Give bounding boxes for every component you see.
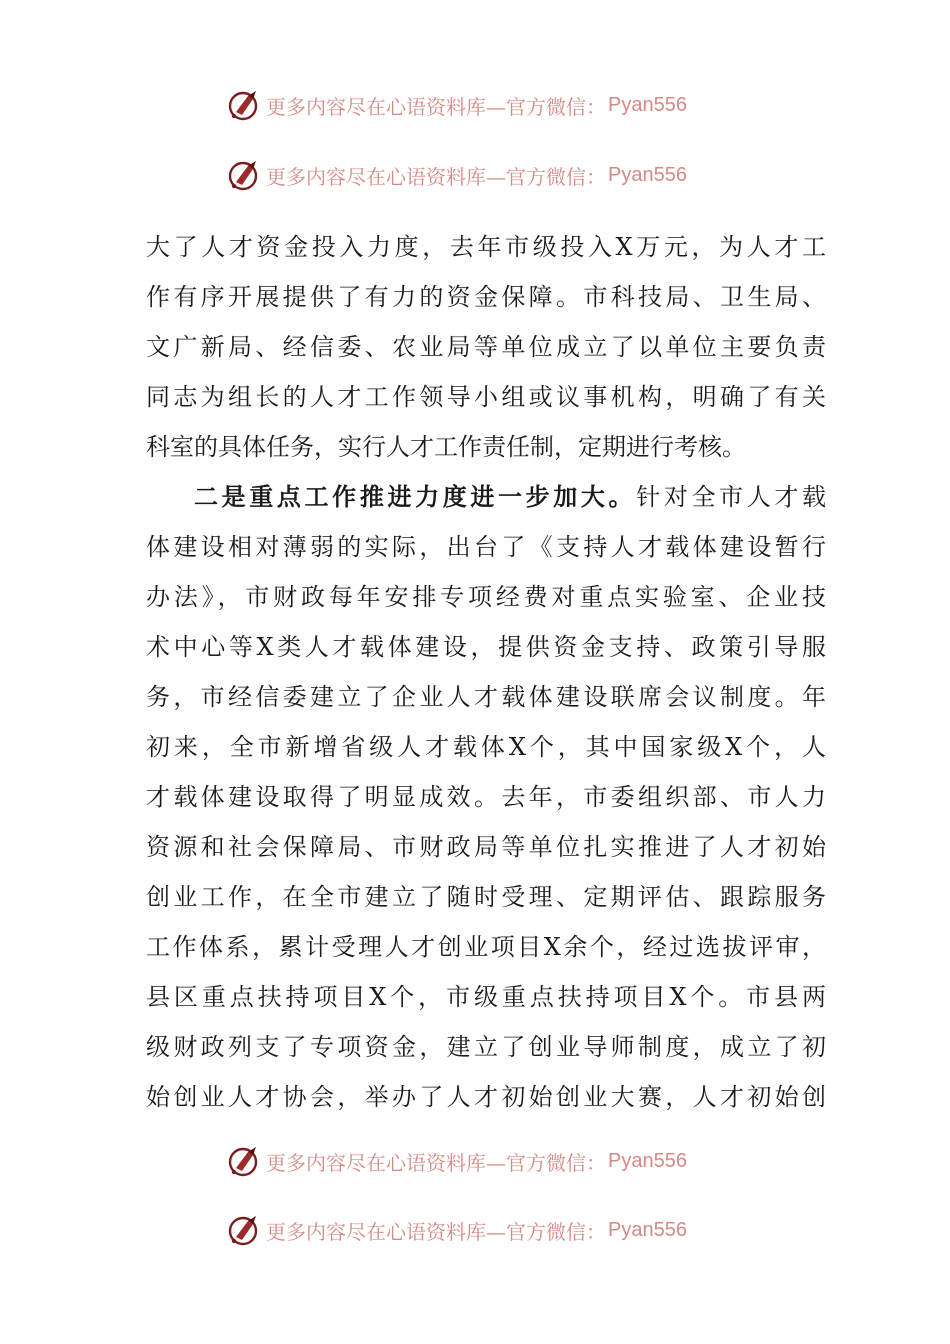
pen-nib-circle-icon	[226, 157, 262, 193]
paragraph-2-lead-heading: 二是重点工作推进力度进一步加大。	[194, 483, 637, 511]
paragraph-2-line: 才载体建设取得了明显成效。去年，市委组织部、市人力	[146, 783, 826, 811]
watermark-bottom-1	[226, 1141, 687, 1181]
pen-nib-circle-icon	[226, 1212, 262, 1248]
paragraph-2-line: 创业工作，在全市建立了随时受理、定期评估、跟踪服务	[146, 883, 826, 911]
paragraph-2-line: 初来，全市新增省级人才载体X个，其中国家级X个，人	[146, 733, 826, 761]
paragraph-2-line: 工作体系，累计受理人才创业项目X余个，经过选拔评审，	[146, 933, 826, 961]
paragraph-2-line: 县区重点扶持项目X个，市级重点扶持项目X个。市县两	[146, 983, 826, 1011]
watermark-top-2	[226, 155, 687, 195]
paragraph-2-line: 资源和社会保障局、市财政局等单位扎实推进了人才初始	[146, 833, 826, 861]
watermark-text: 更多内容尽在心语资料库—官方微信：	[266, 1219, 606, 1244]
paragraph-2-first-rest: 针对全市人才载	[636, 483, 826, 511]
paragraph-2-line: 始创业人才协会，举办了人才初始创业大赛，人才初始创	[146, 1083, 826, 1111]
paragraph-1-line: 科室的具体任务，实行人才工作责任制，定期进行考核。	[146, 433, 746, 461]
watermark-top-1	[226, 85, 687, 125]
paragraph-2-line: 办法》，市财政每年安排专项经费对重点实验室、企业技	[146, 583, 826, 611]
paragraph-2-line: 务，市经信委建立了企业人才载体建设联席会议制度。年	[146, 683, 826, 711]
watermark-wechat-id: Pyan556	[608, 163, 687, 186]
paragraph-1-line: 大了人才资金投入力度，去年市级投入X万元，为人才工	[146, 233, 826, 261]
watermark-wechat-id: Pyan556	[608, 1218, 687, 1241]
pen-nib-circle-icon	[226, 87, 262, 123]
watermark-wechat-id: Pyan556	[608, 93, 687, 116]
watermark-text: 更多内容尽在心语资料库—官方微信：	[266, 1150, 606, 1175]
watermark-bottom-2	[226, 1210, 687, 1250]
paragraph-1-line: 作有序开展提供了有力的资金保障。市科技局、卫生局、	[146, 283, 826, 311]
paragraph-2-line: 体建设相对薄弱的实际，出台了《支持人才载体建设暂行	[146, 533, 826, 561]
paragraph-1-line: 文广新局、经信委、农业局等单位成立了以单位主要负责	[146, 333, 826, 361]
pen-nib-circle-icon	[226, 1143, 262, 1179]
document-body	[146, 222, 826, 1122]
paragraph-2-first-line	[146, 472, 826, 522]
watermark-text: 更多内容尽在心语资料库—官方微信：	[266, 94, 606, 119]
paragraph-2-line: 术中心等X类人才载体建设，提供资金支持、政策引导服	[146, 633, 826, 661]
paragraph-2-line: 级财政列支了专项资金，建立了创业导师制度，成立了初	[146, 1033, 826, 1061]
watermark-text: 更多内容尽在心语资料库—官方微信：	[266, 164, 606, 189]
watermark-wechat-id: Pyan556	[608, 1149, 687, 1172]
paragraph-1-line: 同志为组长的人才工作领导小组或议事机构，明确了有关	[146, 383, 826, 411]
